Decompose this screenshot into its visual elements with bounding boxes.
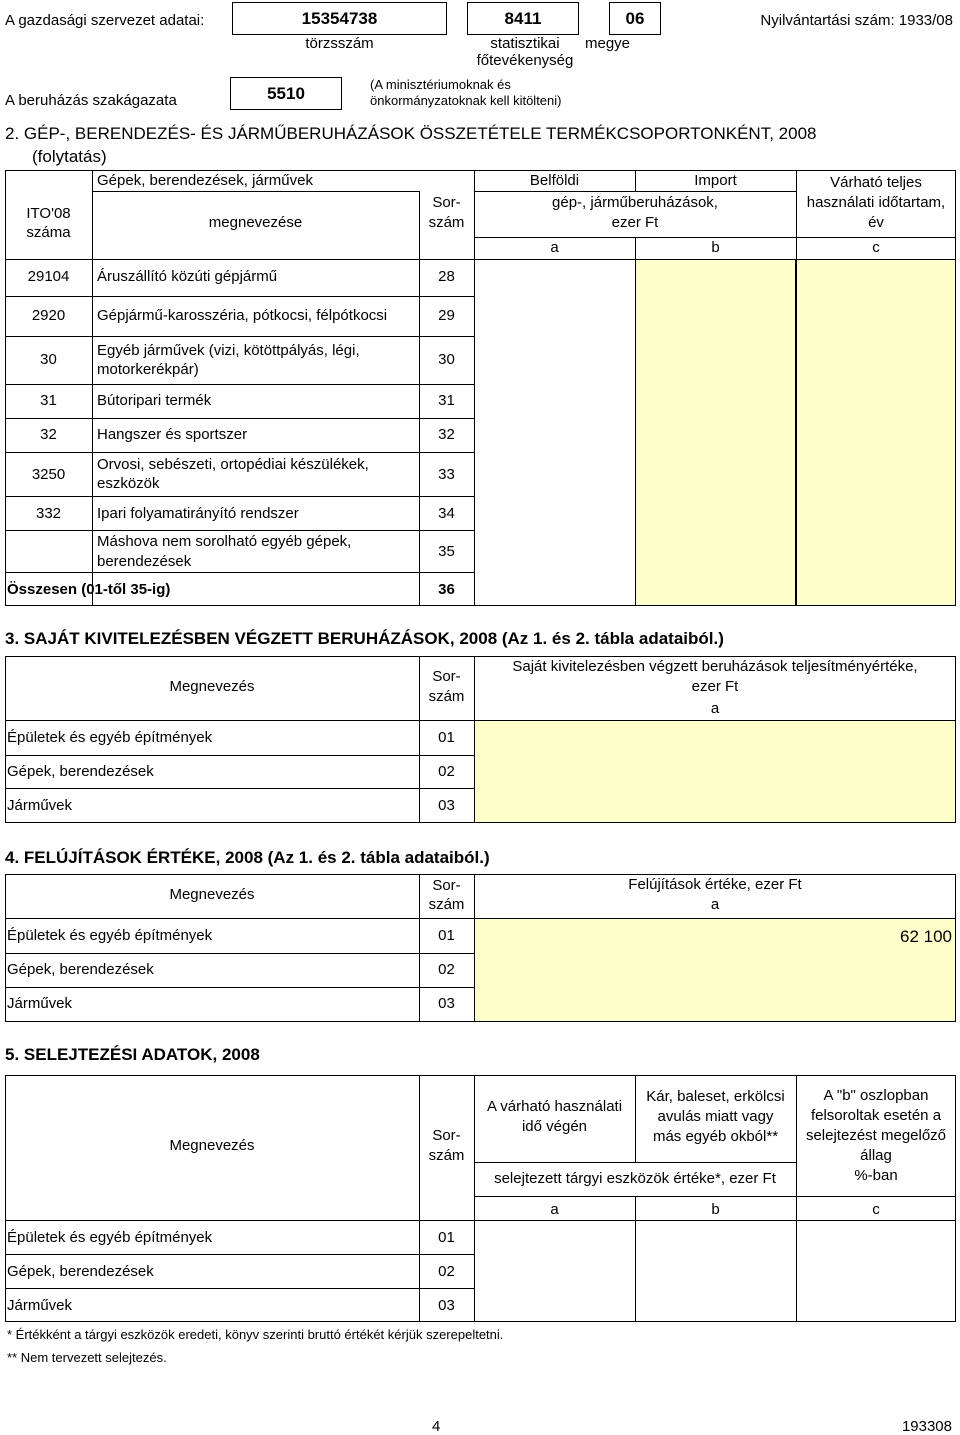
s3-row1-name: Épületek és egyéb építmények <box>7 729 213 746</box>
s3-input-column[interactable] <box>474 720 956 823</box>
row33-sor: 33 <box>438 466 455 483</box>
col-b: b <box>711 239 720 256</box>
s3-h-val-1: Saját kivitelezésben végzett beruházások teljesítményértéke, <box>512 658 918 675</box>
row28-ito: 29104 <box>27 268 70 285</box>
varhato-input-column[interactable] <box>796 259 956 606</box>
szakagazat-value: 5510 <box>230 77 342 110</box>
h-gep-2: ezer Ft <box>611 214 659 231</box>
s3-row1-sor: 01 <box>438 729 455 746</box>
row33-ito: 3250 <box>31 466 66 483</box>
row32-sor: 32 <box>438 426 455 443</box>
row28-sor: 28 <box>438 268 455 285</box>
h-varhato-2: használati időtartam, <box>806 194 946 211</box>
row30-name: Egyéb járművek (vizi, kötöttpályás, légi, <box>97 342 360 359</box>
s3-col-a: a <box>710 700 720 717</box>
row32-name: Hangszer és sportszer <box>97 426 248 443</box>
s3-h-sor-2: szám <box>428 688 465 705</box>
h-gep-1: gép-, járműberuházások, <box>552 194 718 211</box>
s3-row3-sor: 03 <box>438 797 455 814</box>
row35-name: Máshova nem sorolható egyéb gépek, <box>97 533 352 550</box>
minist-note-1: (A minisztériumoknak és <box>370 77 511 92</box>
h-import: Import <box>694 172 737 189</box>
row34-ito: 332 <box>35 505 62 522</box>
import-input-column[interactable] <box>635 259 796 606</box>
s4-row1-name: Épületek és egyéb építmények <box>7 927 213 944</box>
s5-h-c-5: %-ban <box>854 1167 898 1184</box>
section5-title: 5. SELEJTEZÉSI ADATOK, 2008 <box>5 1045 260 1064</box>
s5-h-b-2: avulás miatt vagy <box>657 1108 774 1125</box>
stat-label-1: statisztikai <box>490 35 560 52</box>
row31-name: Bútoripari termék <box>97 392 212 409</box>
col-c: c <box>872 239 880 256</box>
s3-row2-name: Gépek, berendezések <box>7 763 154 780</box>
row36-sor: 36 <box>438 581 455 598</box>
section4-title: 4. FELÚJÍTÁSOK ÉRTÉKE, 2008 (Az 1. és 2. tábla adataiból.) <box>5 848 490 867</box>
section2-subtitle: (folytatás) <box>32 147 107 166</box>
torzsszam-label: törzsszám <box>305 35 374 52</box>
s3-h-sor-1: Sor- <box>432 668 461 685</box>
row34-name: Ipari folyamatirányító rendszer <box>97 505 299 522</box>
nyilv-szam: Nyilvántartási szám: 1933/08 <box>760 12 953 29</box>
row30-ito: 30 <box>40 351 57 368</box>
s4-row2-sor: 02 <box>438 961 455 978</box>
row34-sor: 34 <box>438 505 455 522</box>
s5-h-c-2: felsoroltak esetén a <box>810 1107 942 1124</box>
s5-h-c-1: A "b" oszlopban <box>823 1087 929 1104</box>
row31-sor: 31 <box>438 392 455 409</box>
page-number: 4 <box>432 1418 441 1435</box>
row28-name: Áruszállító közúti gépjármű <box>97 268 278 285</box>
row31-ito: 31 <box>40 392 57 409</box>
h-megnev: megnevezése <box>208 214 303 231</box>
s5-row2-name: Gépek, berendezések <box>7 1263 154 1280</box>
s4-col-a: a <box>710 896 720 913</box>
s5-h-c-3: selejtezést megelőző <box>805 1127 947 1144</box>
row33-name: Orvosi, sebészeti, ortopédiai készülékek, <box>97 456 369 473</box>
row33-name-2: eszközök <box>97 475 160 492</box>
row36-name: Összesen (01-től 35-ig) <box>7 581 171 598</box>
s5-row2-sor: 02 <box>438 1263 455 1280</box>
section3-title: 3. SAJÁT KIVITELEZÉSBEN VÉGZETT BERUHÁZÁSOK, 2008 (Az 1. és 2. tábla adataiból.) <box>5 629 724 648</box>
s4-row3-sor: 03 <box>438 995 455 1012</box>
torzsszam-value: 15354738 <box>232 2 447 35</box>
s4-h-val: Felújítások értéke, ezer Ft <box>628 876 802 893</box>
h-gepek: Gépek, berendezések, járművek <box>97 172 313 189</box>
row30-name-2: motorkerékpár) <box>97 361 199 378</box>
s5-row1-sor: 01 <box>438 1229 455 1246</box>
s4-h-sor-2: szám <box>428 896 465 913</box>
row30-sor: 30 <box>438 351 455 368</box>
s4-row2-name: Gépek, berendezések <box>7 961 154 978</box>
footer-code: 193308 <box>901 1418 952 1435</box>
col-a: a <box>550 239 559 256</box>
h-belfoldi: Belföldi <box>529 172 580 189</box>
s5-h-b-3: más egyéb okból** <box>652 1128 779 1145</box>
s4-h-sor-1: Sor- <box>432 877 461 894</box>
s4-row3-name: Járművek <box>7 995 73 1012</box>
h-ito-1: ITO'08 <box>26 205 71 222</box>
h-varhato-3: év <box>868 214 884 231</box>
h-ito-2: száma <box>26 224 71 241</box>
s5-row3-name: Járművek <box>7 1297 73 1314</box>
row29-ito: 2920 <box>31 307 66 324</box>
minist-note-2: önkormányzatoknak kell kitölteni) <box>370 93 562 108</box>
s3-row3-name: Járművek <box>7 797 73 814</box>
s5-h-sor-1: Sor- <box>432 1127 461 1144</box>
footnote-2: ** Nem tervezett selejtezés. <box>7 1350 167 1365</box>
s5-h-a-1: A várható használati <box>486 1098 623 1115</box>
s5-col-a: a <box>550 1201 559 1218</box>
s5-h-ab: selejtezett tárgyi eszközök értéke*, ezer Ft <box>494 1170 776 1187</box>
h-varhato-1: Várható teljes <box>830 174 922 191</box>
row35-sor: 35 <box>438 543 455 560</box>
s5-h-b-1: Kár, baleset, erkölcsi <box>646 1088 785 1105</box>
footnote-1: * Értékként a tárgyi eszközök eredeti, könyv szerinti bruttó értékét kérjük szerepeltetni. <box>7 1327 504 1342</box>
megye-value: 06 <box>609 2 661 35</box>
s5-row1-name: Épületek és egyéb építmények <box>7 1229 213 1246</box>
szakagazat-label: A beruházás szakágazata <box>5 92 177 109</box>
s4-row1-sor: 01 <box>438 927 455 944</box>
row29-name: Gépjármű-karosszéria, pótkocsi, félpótkocsi <box>97 307 388 324</box>
stat-value: 8411 <box>467 2 579 35</box>
s5-col-c: c <box>872 1201 880 1218</box>
org-label: A gazdasági szervezet adatai: <box>5 12 205 29</box>
row32-ito: 32 <box>40 426 57 443</box>
section2-title: 2. GÉP-, BERENDEZÉS- ÉS JÁRMŰBERUHÁZÁSOK ÖSSZETÉTELE TERMÉKCSOPORTONKÉNT, 2008 <box>5 124 817 143</box>
s3-h-megnev: Megnevezés <box>169 678 255 695</box>
row35-name-2: berendezések <box>97 553 192 570</box>
megye-label: megye <box>585 35 631 52</box>
row29-sor: 29 <box>438 307 455 324</box>
h-sor-2: szám <box>428 214 465 231</box>
s3-h-val-2: ezer Ft <box>691 678 739 695</box>
s5-row3-sor: 03 <box>438 1297 455 1314</box>
s4-row1-value: 62 100 <box>900 927 952 946</box>
stat-label-2: főtevékenység <box>476 52 574 69</box>
s5-h-megnev: Megnevezés <box>169 1137 255 1154</box>
s5-h-a-2: idő végén <box>521 1118 588 1135</box>
s5-h-c-4: állag <box>860 1147 892 1164</box>
s5-col-b: b <box>711 1201 720 1218</box>
s4-h-megnev: Megnevezés <box>169 886 255 903</box>
h-sor-1: Sor- <box>432 194 461 211</box>
s3-row2-sor: 02 <box>438 763 455 780</box>
s5-h-sor-2: szám <box>428 1147 465 1164</box>
